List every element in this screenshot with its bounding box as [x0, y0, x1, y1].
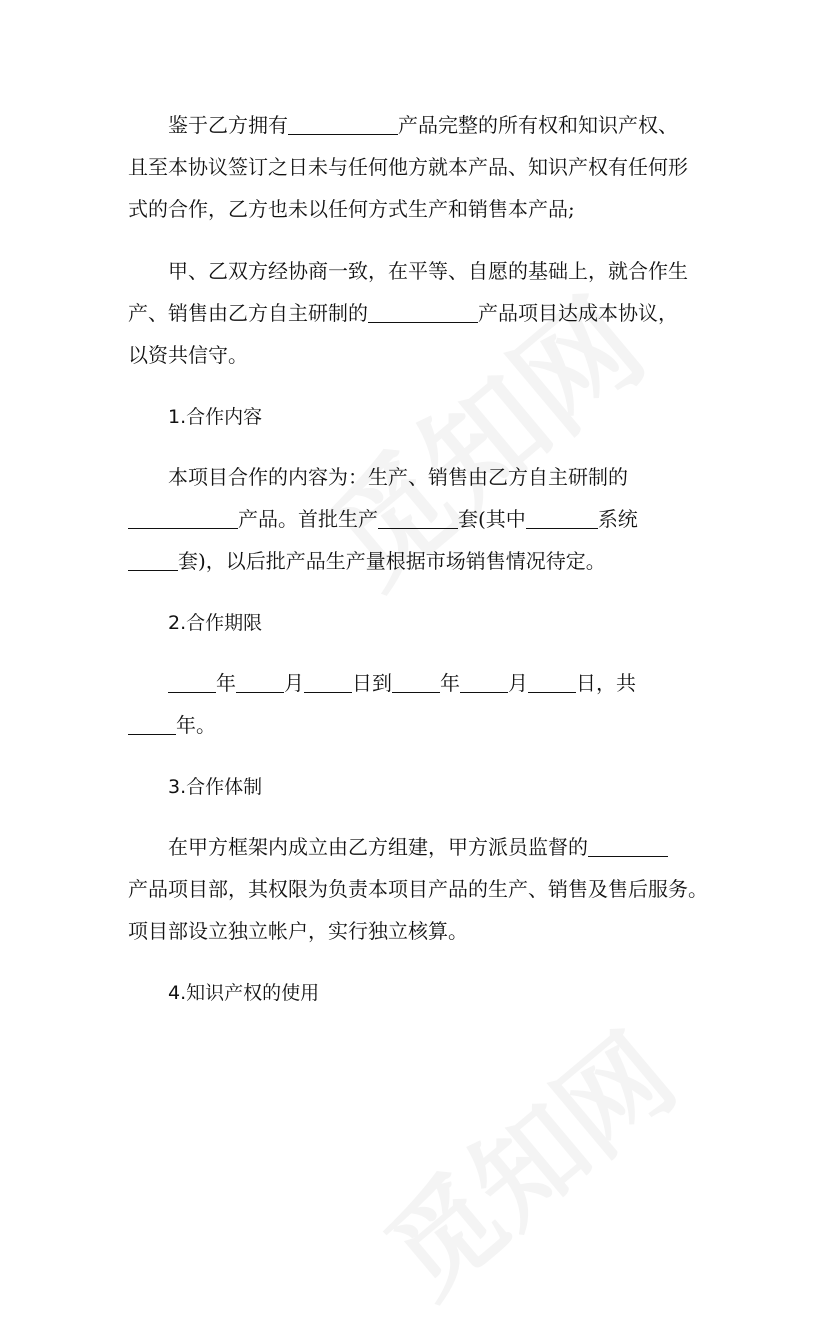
para2-line1: 甲、乙双方经协商一致，在平等、自愿的基础上，就合作生	[168, 259, 688, 283]
section1-line3	[128, 548, 606, 574]
blank-field	[588, 836, 668, 857]
para1-text-a: 鉴于乙方拥有	[168, 113, 288, 137]
section2-line2	[128, 712, 216, 738]
para2-line3: 以资共信守。	[128, 343, 248, 367]
blank-field	[460, 672, 508, 693]
watermark-bottom	[348, 992, 702, 1325]
para2-text-a: 产、销售由乙方自主研制的	[128, 301, 368, 325]
blank-field	[288, 114, 398, 135]
blank-field	[392, 672, 440, 693]
para1-text-b: 产品完整的所有权和知识产权、	[398, 113, 678, 137]
date-day-total-label: 日，共	[576, 671, 636, 695]
para1-line1	[168, 112, 678, 138]
section1-heading: 1.合作内容	[168, 406, 263, 428]
section3-heading: 3.合作体制	[168, 776, 263, 798]
section2-heading: 2.合作期限	[168, 612, 263, 634]
blank-field	[378, 508, 458, 529]
para2-text-b: 产品项目达成本协议，	[478, 301, 678, 325]
date-year-label: 年	[216, 671, 236, 695]
blank-field	[526, 508, 598, 529]
section3-line2: 产品项目部，其权限为负责本项目产品的生产、销售及售后服务。	[128, 877, 708, 901]
blank-field	[368, 302, 478, 323]
date-year-label: 年	[440, 671, 460, 695]
blank-field	[128, 714, 176, 735]
section3-text-a: 在甲方框架内成立由乙方组建，甲方派员监督的	[168, 835, 588, 859]
section1-text-d: 套)，以后批产品生产量根据市场销售情况待定。	[178, 549, 606, 573]
blank-field	[236, 672, 284, 693]
para2-line2	[128, 300, 678, 326]
blank-field	[528, 672, 576, 693]
section4-heading: 4.知识产权的使用	[168, 982, 320, 1004]
section2-date-line	[168, 670, 636, 696]
date-month-label: 月	[508, 671, 528, 695]
blank-field	[128, 550, 178, 571]
section1-text-c: 系统	[597, 507, 638, 531]
section3-line1	[168, 834, 668, 860]
date-month-label: 月	[284, 671, 304, 695]
para1-line3: 式的合作，乙方也未以任何方式生产和销售本产品;	[128, 197, 575, 221]
blank-field	[128, 508, 238, 529]
section3-line3: 项目部设立独立帐户，实行独立核算。	[128, 919, 468, 943]
date-day-to-label: 日到	[352, 671, 392, 695]
section1-text-a: 产品。首批生产	[238, 507, 378, 531]
date-end-label: 年。	[176, 713, 216, 737]
section1-text-b: 套(其中	[458, 507, 526, 531]
para1-line2: 且至本协议签订之日未与任何他方就本产品、知识产权有任何形	[128, 155, 688, 179]
section1-line1: 本项目合作的内容为：生产、销售由乙方自主研制的	[168, 465, 628, 489]
blank-field	[304, 672, 352, 693]
blank-field	[168, 672, 216, 693]
section1-line2	[128, 506, 638, 532]
